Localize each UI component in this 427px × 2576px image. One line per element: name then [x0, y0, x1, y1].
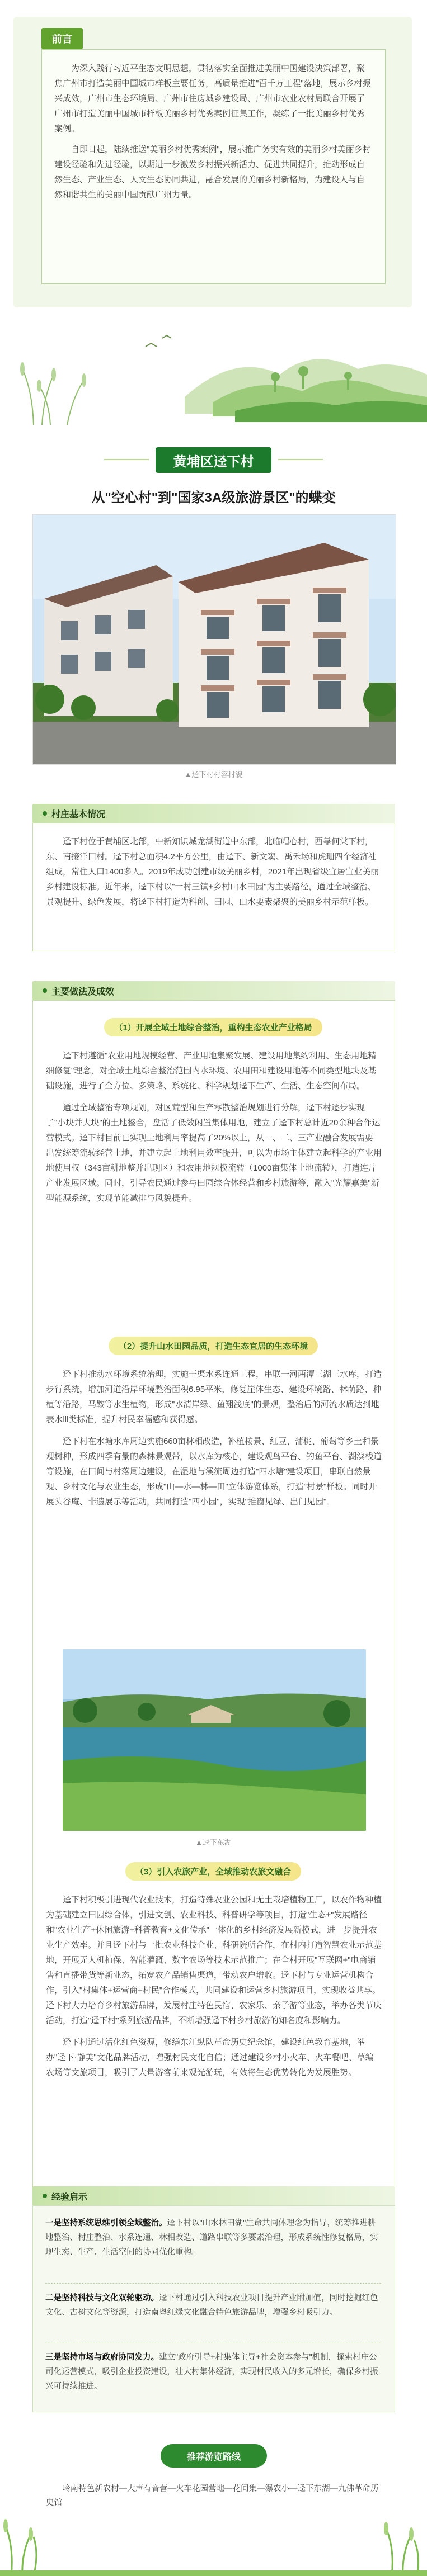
experience-box: [32, 2205, 395, 2412]
village-info-paragraph: 迳下村位于黄埔区北部，中新知识城龙湖街道中东部，北临帽心村，西靠何棠下村，东、南接洋田村。迳下村总面积4.2平方公里，由迳下、新文窦、禹禾场和虎珊四个经济社组成，常住人口1400多人。2019年成功创建市级美丽乡村，2021年出现省级宜居宜业美丽乡村建设标准。近年来，迳下村以"一村三镇+乡村山水田园"为主要路径，通过全域整治、景观提升、绿色发展，将迳下村打造为科创、田园、山水要素聚聚的美丽乡村示范样板。: [46, 837, 379, 907]
village-info-text: [46, 834, 382, 916]
practice-paragraph: 迳下村推动水环境系统治理，实施干渠水系连通工程，串联一河两潭三湖三水库，打造步行系统，增加河道沿岸环境整治面积6.95平米，修复崖体生态、建设环境路、林荫路、种植等沿路，马鞍等水生植物，形成"水清岸绿、鱼翔浅底"的景观，整治后的河流水质达到地表水Ⅲ类标准，提升村民幸福感和获得感。: [46, 1370, 382, 1424]
practice-2-text: [46, 1367, 382, 1516]
subheading-2: [55, 1336, 372, 1355]
intro-tag: 前言: [41, 28, 83, 49]
practice-paragraph: 通过全域整治专项规划，对区荒型和生产零散整治规划进行分解，迳下村逐步实现了"小块并大块"的土地整合，盘活了低效闲置集体用地，建立了迳下村总计近20余种合作运营模式。迳下村目前已实现土地利用率提高了20%以上，从一、二、三产业融合发展需要出发统筹流转经营土地，并建立起土地利用效率提升，可以为市场主体建立起科学的产业用地使用权（343亩耕地整并出现区）和农用地规模流转（1000亩集体土地流转），打造连片产业发展区域。同时，引导农民通过参与田园综合体经营和乡村旅游等，融入"光耀嘉美"新型能源系统，实现节能减排与风貌提升。: [46, 1103, 382, 1203]
photo-caption: ▲迳下村村容村貌: [184, 770, 243, 779]
subheading-text: （2）提升山水田园品质，打造生态宜居的生态环境: [109, 1337, 318, 1355]
experience-item-text: 建立"政府引导+村集体主导+社会资本参与"机制，探索村庄公司化运营模式，吸引企业投资建设，壮大村集体经济，实现村民收入的多元增长，确保乡村振兴可持续推进。: [45, 2353, 378, 2391]
practice-paragraph: 迳下村积极引进现代农业技术，打造特殊农业公园和无土栽培植物工厂，以农作物种植为基础建立田园综合体，引进文创、农业科技、科普研学等项目，打造"生态+"发展路径和"农业生产+休闲旅游+科普教育+文化传承"一体化的乡村经济发展新模式，进一步提升农业生产效率。并且迳下村与一批农业科技企业、科研院所合作，在村内打造智慧农业示范基地，开展无人机植保、智能灌溉、数字农场等技术示范推广；在全村开展"互联网+"电商销售和直播带货等新业态，拓宽农产品销售渠道，带动农户增收。迳下村与专业运营机构合作，引入"村集体+运营商+村民"合作模式，共同建设和运营乡村旅游项目，实现收益共享。迳下村大力培育乡村旅游品牌，发展村庄特色民宿、农家乐、亲子游等业态，举办各类节庆活动，打造"迳下村"系列旅游品牌，不断增强迳下村乡村旅游的知名度和影响力。: [46, 1895, 382, 2025]
east-lake-photo: [63, 1649, 366, 1831]
experience-item-text: 迳下村以"山水林田湖"生命共同体理念为指导，统筹推进耕地整治、村庄整治、水系连通、林相改造、道路串联等多要素治理，形成系统性修复格局，实现生态、生产、生活空间的协同优化重构。: [45, 2219, 378, 2257]
section-label-text: 村庄基本情况: [51, 809, 106, 820]
bullet-icon: [43, 988, 47, 993]
practice-paragraph: 迳下村遵循"农业用地规模经营、产业用地集聚发展、建设用地集约利用、生态用地精细修复"理念，对全域土地综合整治范围内水环境、农用田和建设用地等不同类型地块及基础设施，进行了全方位、多策略、系统化、科学规划迳下生产、生活、生态空间布局。: [46, 1051, 377, 1091]
experience-item-head: 二是坚持科技与文化双轮驱动。: [45, 2294, 159, 2303]
practice-1-text: [46, 1048, 382, 1213]
practice-paragraph: 迳下村在水塘水库周边实施660亩林相改造，补植桉景、红豆、蒲桃、葡萄等乡土和景观树种，形成四季有景的森林景观带，以水库为核心，建设观鸟平台、钓鱼平台、湖滨栈道等设施，在田间与村落周边建设，在湿地与溪流周边打造"四水塘"建设项目，串联自然景观、乡村文化与农业生态，形成"山—水—林—田"立体游览体系，打造"村景"样板。同时开展头谷庵、非遗展示等活动，共同打造"四小园"，实现"推窗见绿、出门见园"。: [46, 1437, 382, 1507]
experience-item-head: 一是坚持系统思维引领全域整治。: [45, 2219, 167, 2228]
divider: [45, 2283, 381, 2284]
section-label-text: 主要做法及成效: [51, 987, 115, 997]
experience-item: [45, 2350, 381, 2394]
article-subtitle: 从"空心村"到"国家3A级旅游景区"的蝶变: [91, 490, 336, 505]
practice-3-text: [46, 1892, 382, 2087]
subheading-text: （3）引入农旅产业，全域推动农旅文融合: [125, 1862, 301, 1881]
bullet-icon: [43, 2194, 47, 2198]
grass-decoration: [0, 2503, 427, 2576]
intro-card: [41, 49, 386, 284]
practice-paragraph: 迳下村通过活化红色资源，修缮东江纵队革命历史纪念馆，建设红色教育基地，举办"迳下·静美"文化品牌活动，增强村民文化自信；通过建设乡村小火车、火车餐吧、草编农场等文旅项目，吸引了大量游客前来观光游玩，有效将生态优势转化为发展胜势。: [46, 2038, 374, 2077]
intro-paragraph: 自即日起，陆续推送"美丽乡村优秀案例"，展示推广务实有效的美丽乡村美丽乡村建设经验和先进经验，以期进一步激发乡村振兴新活力、促进共同提升，推动形成自然生态、产业生态、人文生态协同共进，融合发展的美丽乡村新格局，为建设人与自然和谐共生的美丽中国贡献广州力量。: [54, 145, 371, 200]
photo-caption: ▲迳下东湖: [195, 1838, 232, 1846]
experience-item-head: 三是坚持市场与政府协同发力。: [45, 2353, 159, 2362]
route-text: 岭南特色新农村—大声有音营—火车花园营地—花间集—瀑农小—迳下东湖—九佛革命历史馆: [46, 2484, 379, 2507]
subheading-3: [55, 1862, 372, 1881]
subheading-1: [55, 1017, 372, 1036]
bullet-icon: [43, 811, 47, 816]
intro-section: [13, 17, 412, 307]
village-buildings-photo: [32, 514, 396, 765]
experience-item: [45, 2216, 381, 2260]
mountain-landscape-illustration: [0, 313, 427, 430]
divider: [45, 2343, 381, 2344]
subheading-text: （1）开展全域土地综合整治，重构生态农业产业格局: [104, 1018, 322, 1036]
recommended-route-button[interactable]: 推荐游览路线: [161, 2444, 267, 2468]
article-title-badge: 黄埔区迳下村: [156, 447, 271, 473]
intro-paragraph: 为深入践行习近平生态文明思想，贯彻落实全面推进美丽中国建设决策部署，聚焦广州市打造美丽中国城市样板主要任务，高质量推进"百千万工程"落地，展示乡村振兴成效，广州市生态环境局、广州市住房城乡建设局、广州市农业农村局联合开展了广州市打造美丽中国城市样板美丽乡村优秀案例征集工作，凝练了一批美丽乡村优秀案例。: [54, 64, 371, 134]
experience-item-text: 迳下村通过引入科技农业项目提升产业附加值，同时挖掘红色文化、古树文化等资源，打造南粤红绿文化融合特色旅游品牌，增强乡村吸引力。: [45, 2294, 378, 2317]
section-label-text: 经验启示: [51, 2192, 88, 2202]
section-label-experience: [32, 2186, 395, 2205]
section-label-village-info: [32, 804, 395, 823]
section-label-practices: [32, 981, 395, 1000]
experience-item: [45, 2291, 381, 2320]
